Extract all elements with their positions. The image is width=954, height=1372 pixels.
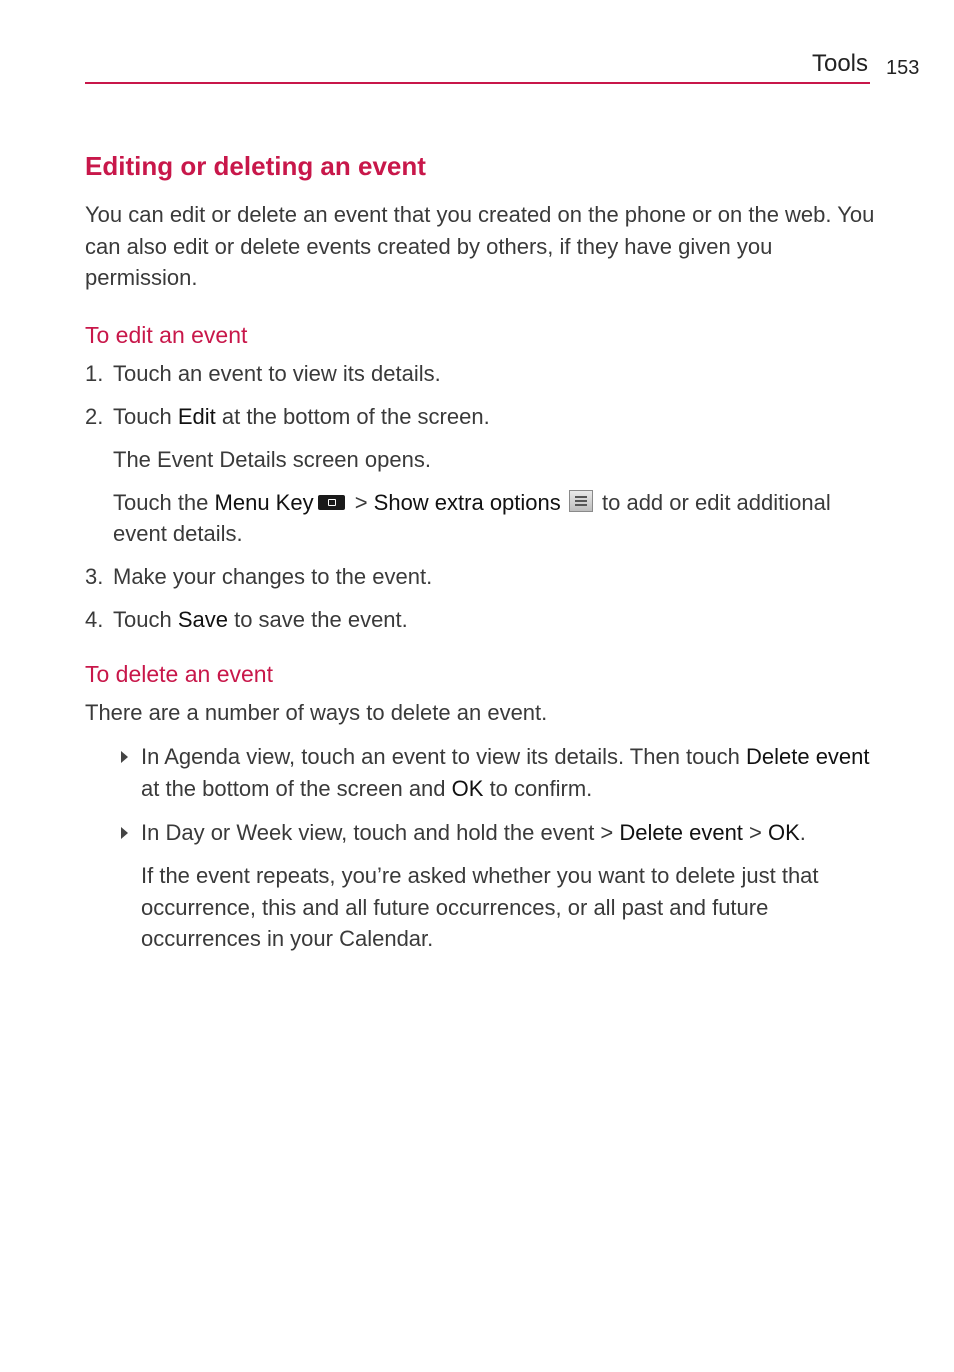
note-text: to add or edit additional event details. [113, 489, 831, 546]
delete-lead: There are a number of ways to delete an event. [85, 699, 548, 725]
step-number: 3. [85, 564, 104, 589]
bullet-text: to confirm. [483, 775, 593, 801]
edit-heading: To edit an event [85, 321, 248, 348]
bullet-triangle-icon [121, 751, 128, 763]
bullet-text: In Day or Week view, touch and hold the event > [141, 820, 620, 845]
ok-keyword: OK [451, 775, 484, 801]
step-text: at the bottom of the screen. [215, 403, 490, 429]
step-note: The Event Details screen opens. [113, 446, 431, 472]
edit-keyword: Edit [177, 403, 216, 429]
menu-key-icon [318, 495, 345, 510]
page-number: 153 [886, 57, 920, 79]
page-content [85, 148, 875, 968]
step-number: 2. [85, 403, 104, 429]
note-text: Touch the [113, 489, 215, 515]
bullet-triangle-icon [121, 827, 128, 839]
note-text: > [348, 489, 374, 515]
show-extra-options-keyword: Show extra options [373, 489, 561, 515]
ok-keyword: OK [768, 820, 800, 845]
menu-key-keyword: Menu Key [214, 489, 314, 515]
step-number: 4. [85, 607, 104, 632]
page-title: Editing or deleting an event [85, 151, 426, 181]
delete-bullet-1 [85, 741, 875, 804]
edit-step-3 [85, 561, 875, 593]
edit-step-1 [85, 358, 875, 390]
intro-paragraph: You can edit or delete an event that you created on the phone or on the web. You can also edit or delete events created by others, if they have given you permission. [85, 202, 875, 290]
bullet-text: In Agenda view, touch an event to view its details. Then touch [141, 744, 746, 769]
step-text: Touch [113, 403, 178, 429]
delete-event-keyword: Delete event [619, 820, 743, 845]
save-keyword: Save [177, 607, 228, 632]
bullet-text: at the bottom of the screen and [141, 775, 452, 801]
step-number: 1. [85, 360, 104, 386]
delete-bullet-2 [85, 817, 875, 955]
step-text: Touch [113, 607, 178, 632]
delete-event-keyword: Delete event [745, 744, 870, 769]
edit-step-4 [85, 604, 875, 636]
bullet-note: If the event repeats, you’re asked whether you want to delete just that occurrence, this and all future occurrences, or all past and future occurrences in your Calendar. [141, 863, 819, 951]
step-text: Touch an event to view its details. [113, 360, 441, 386]
step-note [113, 487, 875, 550]
show-extra-options-icon [569, 490, 593, 512]
delete-bullets-list [85, 741, 875, 955]
step-text: Make your changes to the event. [113, 564, 433, 589]
page-header [85, 48, 870, 84]
edit-steps-list [85, 358, 875, 636]
edit-step-2 [85, 401, 875, 550]
bullet-text: > [742, 820, 768, 845]
step-text: to save the event. [227, 607, 408, 632]
section-name: Tools [811, 50, 868, 77]
delete-heading: To delete an event [85, 660, 273, 687]
bullet-text: . [799, 820, 806, 845]
